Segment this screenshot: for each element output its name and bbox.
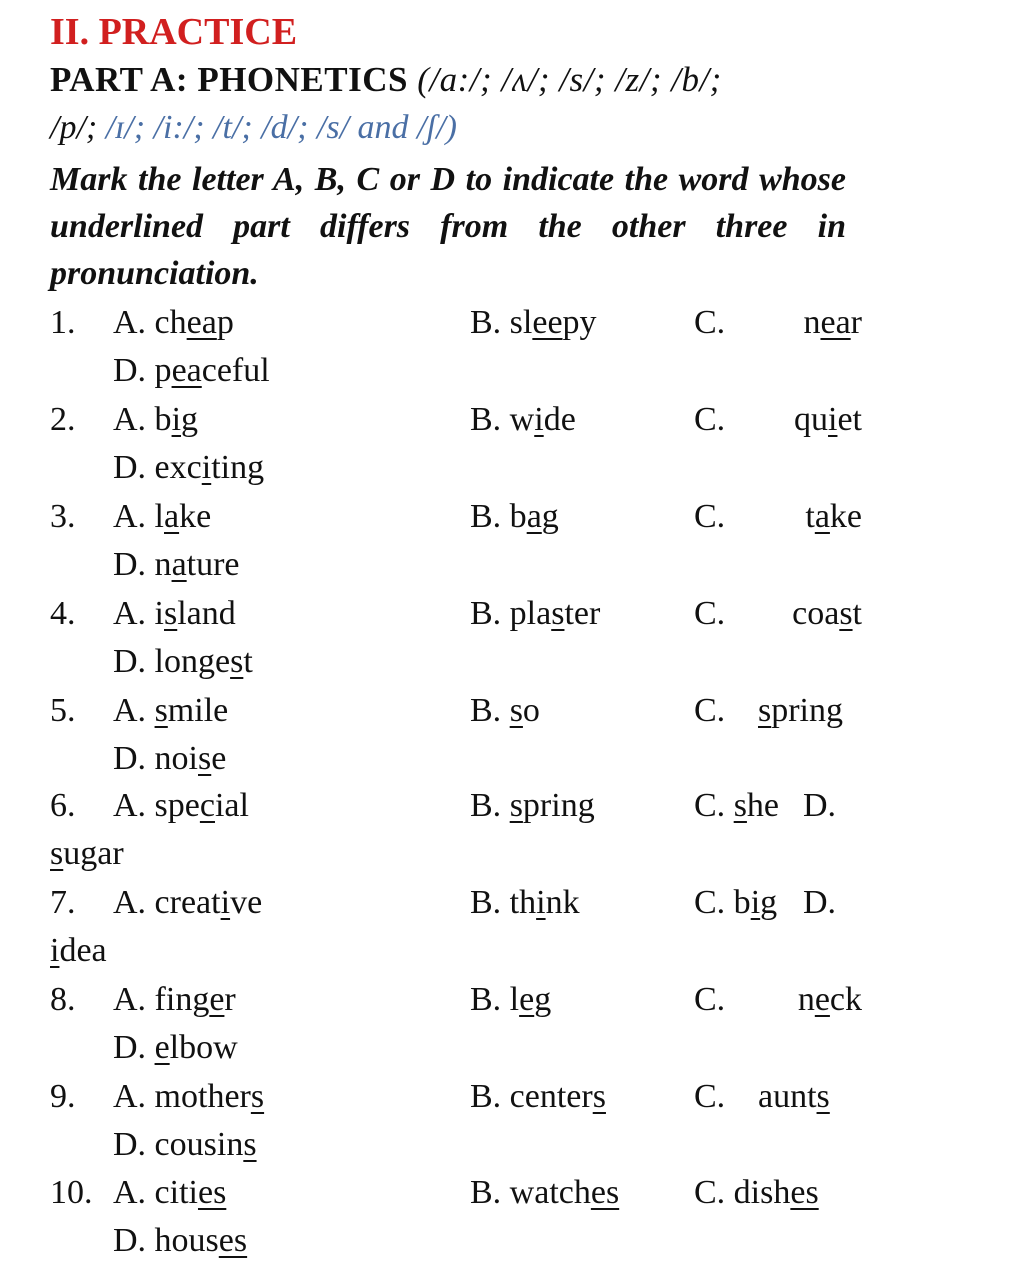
option-a xyxy=(113,883,262,923)
option-c-prefix: qu xyxy=(794,401,828,438)
option-c xyxy=(805,497,862,537)
option-a-underlined-part: c xyxy=(199,787,215,824)
option-d-underlined-part: i xyxy=(50,932,60,969)
option-d-underlined-part: ea xyxy=(171,352,202,389)
option-a-suffix: ve xyxy=(230,884,263,921)
option-b-prefix: B. th xyxy=(470,884,537,921)
option-c-prefix: coa xyxy=(792,595,840,632)
option-c-prefix: t xyxy=(805,498,815,535)
option-c-suffix: g xyxy=(760,884,778,921)
option-a-suffix: r xyxy=(224,981,236,1018)
option-b xyxy=(470,980,551,1020)
instruction-text: Mark the letter A, B, C or D to indicate the word whose underlined part differs from the other three in pronunciation. xyxy=(50,161,846,292)
question-1 xyxy=(0,303,1024,399)
option-c-label: C. xyxy=(694,401,726,438)
option-c-suffix: et xyxy=(837,401,862,438)
option-b-suffix: pring xyxy=(522,787,595,824)
option-c-label: C. xyxy=(694,595,726,632)
option-a-prefix: A. citi xyxy=(113,1174,198,1211)
option-a-underlined-part: s xyxy=(164,595,178,632)
question-3 xyxy=(0,497,1024,593)
question-5 xyxy=(0,691,1024,787)
option-d-prefix: D. p xyxy=(113,352,172,389)
option-d-suffix: lbow xyxy=(169,1029,238,1066)
option-c-underlined-part: ea xyxy=(820,304,851,341)
option-d xyxy=(50,834,124,874)
option-b-underlined-part: ee xyxy=(532,304,563,341)
option-c-underlined-part: s xyxy=(758,692,772,729)
option-a-suffix: land xyxy=(177,595,236,632)
option-a-prefix: A. ch xyxy=(113,304,187,341)
option-c-suffix: ck xyxy=(829,981,862,1018)
option-b-suffix: nk xyxy=(545,884,580,921)
option-d-prefix: D. hous xyxy=(113,1222,219,1259)
phonetics-list-line1: (/a:/; /ʌ/; /s/; /z/; /b/; xyxy=(417,60,722,99)
question-7 xyxy=(0,883,1024,979)
option-b-prefix: B. watch xyxy=(470,1174,591,1211)
question-number: 9. xyxy=(50,1078,76,1115)
option-b-prefix: B. sl xyxy=(470,304,533,341)
option-a xyxy=(113,594,236,634)
option-d-underlined-part: a xyxy=(171,546,187,583)
option-b xyxy=(470,883,580,923)
option-c xyxy=(694,883,777,923)
option-a-underlined-part: s xyxy=(154,692,168,729)
option-d-underlined-part: s xyxy=(50,835,64,872)
option-a-suffix: g xyxy=(181,401,199,438)
option-a-underlined-part: ea xyxy=(186,304,217,341)
option-a-suffix: ke xyxy=(179,498,212,535)
option-a-prefix: A. fing xyxy=(113,981,210,1018)
option-c xyxy=(803,303,862,343)
option-d-underlined-part: e xyxy=(154,1029,170,1066)
option-c-prefix: n xyxy=(803,304,821,341)
option-b-suffix: de xyxy=(543,401,576,438)
option-c-suffix: pring xyxy=(771,692,844,729)
option-d xyxy=(113,1221,247,1261)
option-a xyxy=(113,497,211,537)
option-b-underlined-part: i xyxy=(534,401,544,438)
option-c-label: C. xyxy=(694,498,726,535)
option-b-underlined-part: i xyxy=(536,884,546,921)
option-b xyxy=(470,1077,606,1117)
part-title xyxy=(50,60,722,100)
option-b-underlined-part: e xyxy=(519,981,535,1018)
option-b-suffix: g xyxy=(541,498,559,535)
option-c-label: C. xyxy=(694,981,726,1018)
option-a-prefix: A. i xyxy=(113,595,164,632)
phonetics-list-line2 xyxy=(50,109,457,147)
option-a-underlined-part: a xyxy=(164,498,180,535)
option-b xyxy=(470,497,559,537)
option-a-underlined-part: es xyxy=(197,1174,227,1211)
question-9 xyxy=(0,1077,1024,1173)
option-c-suffix: he xyxy=(746,787,780,824)
option-b-underlined-part: s xyxy=(551,595,565,632)
option-b-prefix: B. xyxy=(470,692,510,729)
option-d-suffix: e xyxy=(211,740,227,777)
option-d-suffix: ugar xyxy=(63,835,124,872)
question-number: 10. xyxy=(50,1174,93,1211)
option-d-underlined-part: s xyxy=(198,740,212,777)
option-c-label: C. xyxy=(694,1078,726,1115)
option-b-underlined-part: a xyxy=(526,498,542,535)
option-d xyxy=(113,448,264,488)
option-b xyxy=(470,400,576,440)
option-b-prefix: B. b xyxy=(470,498,527,535)
option-b-suffix: py xyxy=(562,304,597,341)
question-number: 3. xyxy=(50,498,76,535)
option-a-prefix: A. b xyxy=(113,401,172,438)
option-a xyxy=(113,1077,264,1117)
option-d xyxy=(113,545,240,585)
option-d-prefix: D. exc xyxy=(113,449,202,486)
option-c-underlined-part: i xyxy=(750,884,761,921)
option-c-underlined-part: s xyxy=(839,595,853,632)
option-a-suffix: mile xyxy=(167,692,229,729)
option-a-prefix: A. creat xyxy=(113,884,221,921)
option-c-suffix: ke xyxy=(829,498,862,535)
option-b-underlined-part: s xyxy=(592,1078,606,1115)
question-number: 6. xyxy=(50,787,76,824)
option-c-prefix: aunt xyxy=(758,1078,817,1115)
option-c-prefix: n xyxy=(797,981,815,1018)
option-c-underlined-part: e xyxy=(814,981,830,1018)
option-c-underlined-part: i xyxy=(828,401,838,438)
question-6 xyxy=(0,786,1024,882)
option-b-prefix: B. center xyxy=(470,1078,593,1115)
option-b-suffix: g xyxy=(534,981,552,1018)
option-a xyxy=(113,691,228,731)
option-c-prefix: C. dish xyxy=(694,1174,791,1211)
option-c-underlined-part: s xyxy=(733,787,747,824)
option-d-prefix: D. longe xyxy=(113,643,231,680)
option-c-label: C. xyxy=(694,692,726,729)
option-d-prefix: D. n xyxy=(113,546,172,583)
option-c-prefix: C. xyxy=(694,787,734,824)
option-c xyxy=(792,594,862,634)
option-a-prefix: A. l xyxy=(113,498,164,535)
option-d-label: D. xyxy=(803,787,837,824)
option-b-suffix: o xyxy=(522,692,540,729)
option-d-prefix: D. cousin xyxy=(113,1126,244,1163)
question-number: 2. xyxy=(50,401,76,438)
option-c xyxy=(758,691,843,731)
option-b xyxy=(470,303,597,343)
option-c-underlined-part: es xyxy=(790,1174,819,1211)
question-4 xyxy=(0,594,1024,690)
question-number: 7. xyxy=(50,884,76,921)
question-number: 8. xyxy=(50,981,76,1018)
option-a-underlined-part: e xyxy=(209,981,225,1018)
option-d-suffix: ture xyxy=(186,546,240,583)
part-title-text: PART A: PHONETICS xyxy=(50,60,408,99)
option-a xyxy=(113,303,234,343)
section-title: II. PRACTICE xyxy=(50,11,298,53)
option-d xyxy=(113,1125,257,1165)
option-b xyxy=(470,594,600,634)
option-d xyxy=(113,1028,238,1068)
option-c-prefix: C. b xyxy=(694,884,751,921)
option-c-label: C. xyxy=(694,304,726,341)
option-c xyxy=(758,1077,830,1117)
option-b xyxy=(470,786,595,826)
option-d-underlined-part: s xyxy=(230,643,244,680)
question-number: 5. xyxy=(50,692,76,729)
option-d-suffix: dea xyxy=(59,932,107,969)
option-d-suffix: ceful xyxy=(201,352,270,389)
option-c xyxy=(798,980,862,1020)
option-d-underlined-part: i xyxy=(201,449,212,486)
option-d xyxy=(113,642,253,682)
option-a-prefix: A. mother xyxy=(113,1078,251,1115)
option-b-prefix: B. xyxy=(470,787,510,824)
option-d xyxy=(113,351,270,391)
option-a-underlined-part: i xyxy=(171,401,182,438)
phonetics-blue-part: /ɪ/; /i:/; /t/; /d/; /s/ and /ʃ/) xyxy=(105,109,458,146)
option-c-underlined-part: s xyxy=(816,1078,830,1115)
option-a xyxy=(113,400,198,440)
question-number: 4. xyxy=(50,595,76,632)
option-a-prefix: A. xyxy=(113,692,155,729)
option-a-underlined-part: s xyxy=(250,1078,265,1115)
option-b xyxy=(470,1173,619,1213)
option-d xyxy=(50,931,107,971)
option-d-underlined-part: s xyxy=(243,1126,257,1163)
option-c-suffix: t xyxy=(852,595,862,632)
option-a-suffix: p xyxy=(216,304,234,341)
option-a xyxy=(113,1173,226,1213)
option-b-prefix: B. l xyxy=(470,981,520,1018)
option-b-suffix: ter xyxy=(564,595,601,632)
option-c xyxy=(694,1173,819,1213)
option-c xyxy=(694,786,779,826)
option-c xyxy=(794,400,862,440)
option-a xyxy=(113,786,249,826)
option-b xyxy=(470,691,540,731)
question-8 xyxy=(0,980,1024,1076)
question-2 xyxy=(0,400,1024,496)
option-b-prefix: B. w xyxy=(470,401,535,438)
option-a xyxy=(113,980,236,1020)
option-b-underlined-part: es xyxy=(590,1174,620,1211)
question-number: 1. xyxy=(50,304,76,341)
option-d-prefix: D. noi xyxy=(113,740,198,777)
option-d-suffix: t xyxy=(243,643,253,680)
option-d-suffix: ting xyxy=(211,449,265,486)
option-a-prefix: A. spe xyxy=(113,787,200,824)
option-b-prefix: B. pla xyxy=(470,595,552,632)
option-d-prefix: D. xyxy=(113,1029,155,1066)
option-a-underlined-part: i xyxy=(220,884,231,921)
option-c-suffix: r xyxy=(850,304,862,341)
option-d-label: D. xyxy=(803,884,837,921)
option-a-suffix: ial xyxy=(214,787,249,824)
option-c-underlined-part: a xyxy=(814,498,830,535)
option-d-underlined-part: es xyxy=(218,1222,248,1259)
phonetics-black-part: /p/; xyxy=(50,109,98,146)
option-b-underlined-part: s xyxy=(509,692,523,729)
option-d xyxy=(113,739,226,779)
option-b-underlined-part: s xyxy=(509,787,523,824)
question-10 xyxy=(0,1173,1024,1269)
